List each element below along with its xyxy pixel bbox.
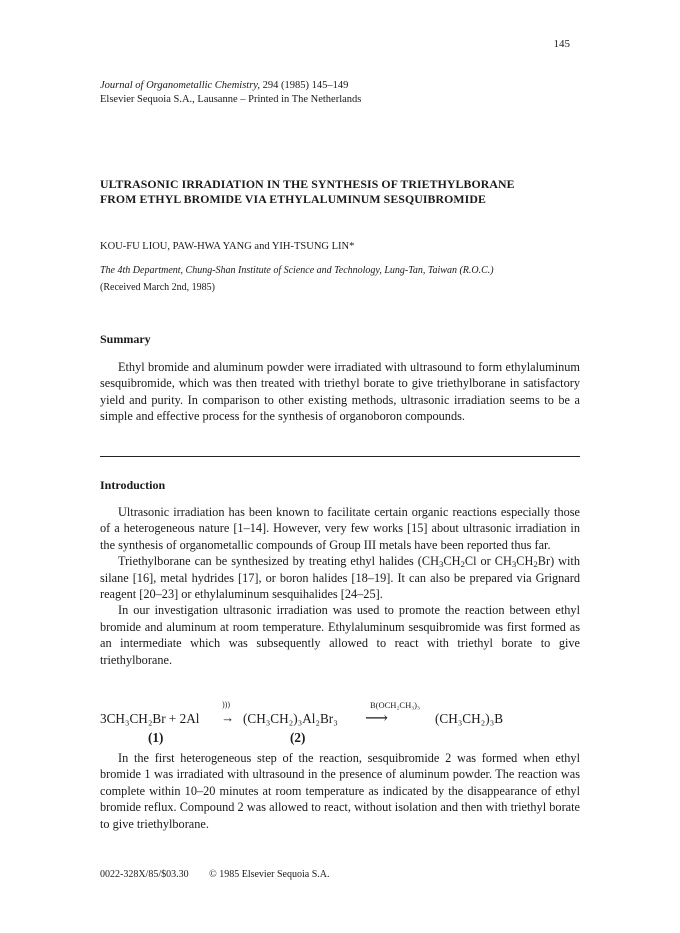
- equation-product: (CH₃CH₂)₃B: [435, 711, 504, 726]
- p2-part-a: Triethylborane can be synthesized by treating ethyl halides (CH: [118, 554, 439, 569]
- article-title: [100, 177, 600, 207]
- ultrasound-symbol: ))): [222, 700, 230, 709]
- equation-reagent: B(OCH₂CH₃)₃: [370, 700, 420, 710]
- author-list: KOU-FU LIOU, PAW-HWA YANG and YIH-TSUNG LIN*: [100, 241, 355, 252]
- section-divider: [100, 456, 580, 457]
- p2-part-b: CH: [443, 554, 461, 569]
- summary-text: [100, 359, 580, 425]
- footer-code: 0022-328X/85/$03.30: [100, 869, 189, 880]
- affiliation: The 4th Department, Chung-Shan Institute of Science and Technology, Lung-Tan, Taiwan (R.O.C.): [100, 265, 494, 276]
- journal-header: [100, 79, 361, 107]
- footer: [100, 869, 347, 880]
- reaction-arrow-1: →: [221, 710, 235, 725]
- compound-label-2: (2): [290, 730, 306, 745]
- page-number: 145: [553, 38, 570, 50]
- journal-citation: 294 (1985) 145–149: [260, 80, 349, 91]
- summary-paragraph: Ethyl bromide and aluminum powder were irradiated with ultrasound to form ethylaluminum sesquibromide, which was then treated with triethyl borate to give triethylborane in satisfactory yield and purity. In comparison to other existing methods, ultrasonic irradiation seems to be a simple and effective process for the synthesis of organoboron compounds.: [100, 360, 580, 424]
- title-line-1: ULTRASONIC IRRADIATION IN THE SYNTHESIS OF TRIETHYLBORANE: [100, 177, 515, 191]
- p2-part-c: Cl or CH: [464, 554, 512, 569]
- reaction-equation: [100, 700, 580, 749]
- received-date: (Received March 2nd, 1985): [100, 282, 215, 293]
- reaction-arrow-2: ⟶: [365, 710, 388, 727]
- publisher-line: Elsevier Sequoia S.A., Lausanne – Printed in The Netherlands: [100, 94, 362, 105]
- compound-label-1: (1): [148, 730, 164, 745]
- footer-copyright: © 1985 Elsevier Sequoia S.A.: [209, 869, 330, 880]
- p2-part-d: CH: [516, 554, 534, 569]
- introduction-text: [100, 504, 580, 668]
- introduction-heading: Introduction: [100, 478, 166, 492]
- p2-part-e: Br) with silane [16], metal hydrides [17], or boron halides [18–19]. It can also be prepared via Grignard reagent [20–23] or ethylaluminum sesquihalides [24–25].: [100, 554, 580, 602]
- intro-paragraph-3: In our investigation ultrasonic irradiation was used to promote the reaction between ethyl bromide and aluminum at room temperature. Ethylaluminum sesquibromide was first formed as an intermediate which was subsequently allowed to react with triethyl borate to give triethylborane.: [100, 603, 580, 667]
- intro-paragraph-4: In the first heterogeneous step of the reaction, sesquibromide 2 was formed when ethyl bromide 1 was irradiated with ultrasound in the presence of aluminum powder. The reaction was complete within 10–20 minutes at room temperature as indicated by the disappearance of ethyl bromide reflux. Compound 2 was allowed to react, without isolation and then with triethyl borate to give triethylborane.: [100, 751, 580, 831]
- equation-intermediate: (CH₃CH₂)₃Al₂Br₃: [243, 711, 338, 726]
- equation-reactants: 3CH₃CH₂Br + 2Al: [100, 711, 200, 726]
- introduction-continued: [100, 750, 580, 832]
- intro-paragraph-2: Triethylborane can be synthesized by treating ethyl halides ($CH_3CH_2Cl$ or $CH_3CH_2Br$) with silane [16], metal hydrides [17], or boron halides [18–19]. It can also be prepared via Grignard reagent [20–23] or ethylaluminum sesquihalides [24–25].: [100, 554, 580, 602]
- title-line-2: FROM ETHYL BROMIDE VIA ETHYLALUMINUM SESQUIBROMIDE: [100, 192, 486, 206]
- summary-heading: Summary: [100, 332, 151, 346]
- intro-paragraph-1: Ultrasonic irradiation has been known to facilitate certain organic reactions especially those of a heterogeneous nature [1–14]. However, very few works [15] about ultrasonic irradiation in the synthesis of organometallic compounds of Group III metals have been reported thus far.: [100, 505, 580, 552]
- journal-name: Journal of Organometallic Chemistry,: [100, 80, 261, 91]
